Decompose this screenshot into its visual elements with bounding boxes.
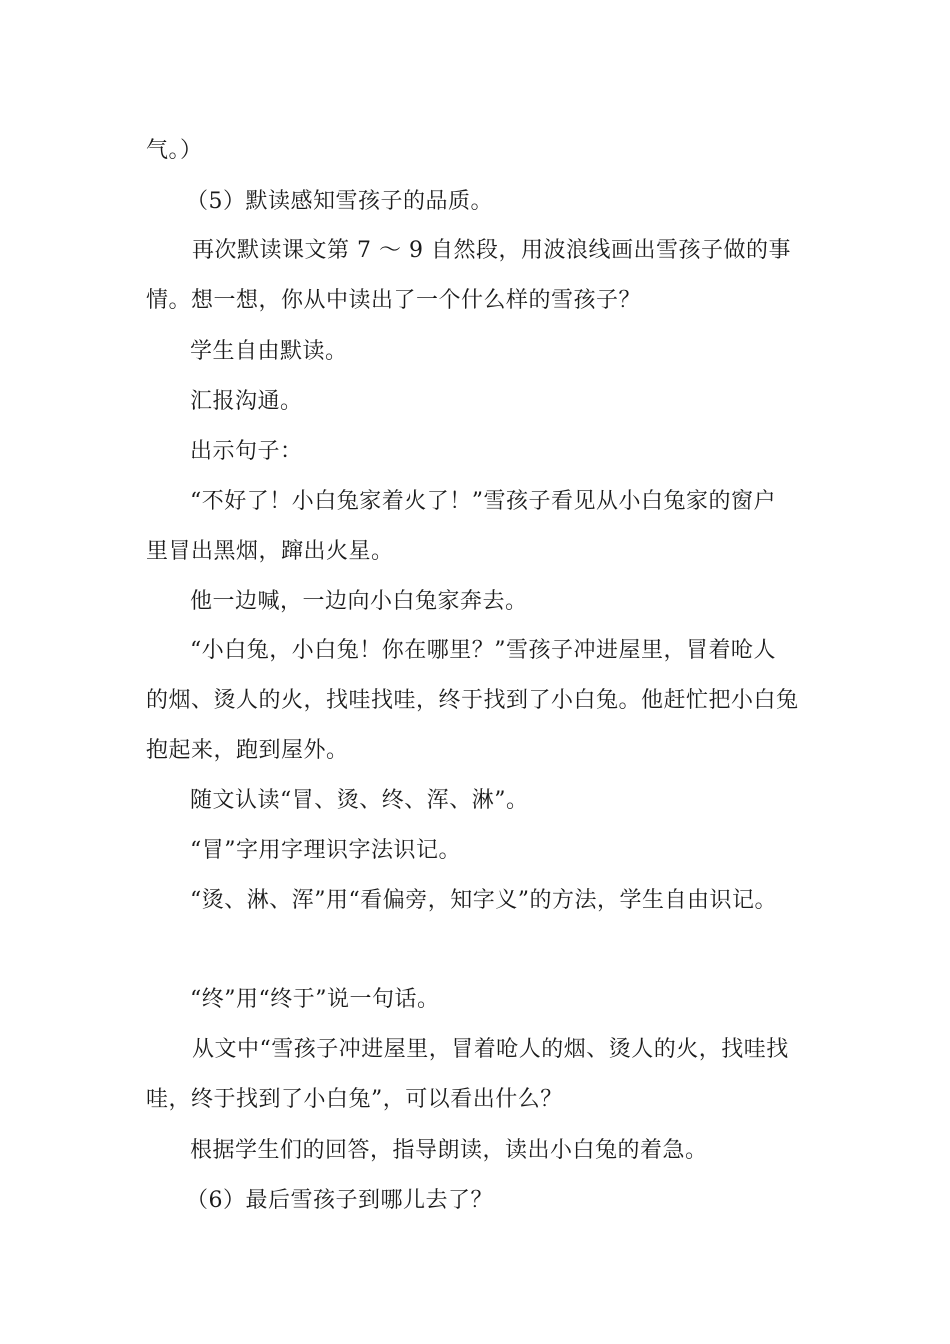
quoted-sentence-line: 的烟、烫人的火，找哇找哇，终于找到了小白兔。他赶忙把小白兔 <box>146 688 799 713</box>
paragraph-line: 出示句子： <box>190 439 303 464</box>
section-heading-5: （5）默读感知雪孩子的品质。 <box>186 189 493 214</box>
paragraph-line: 根据学生们的回答，指导朗读，读出小白兔的着急。 <box>190 1138 708 1163</box>
quoted-sentence-line: “小白兔，小白兔！你在哪里？”雪孩子冲进屋里，冒着呛人 <box>190 638 776 663</box>
paragraph-line: 哇，终于找到了小白兔”，可以看出什么？ <box>146 1087 563 1112</box>
quoted-sentence-line: 他一边喊，一边向小白兔家奔去。 <box>190 589 528 614</box>
paragraph-line: 再次默读课文第 7 ～ 9 自然段，用波浪线画出雪孩子做的事 <box>192 238 791 263</box>
paragraph-line: 从文中“雪孩子冲进屋里，冒着呛人的烟、烫人的火，找哇找 <box>192 1037 789 1062</box>
paragraph-line: 随文认读“冒、烫、终、浑、淋”。 <box>190 788 529 813</box>
paragraph-line: 汇报沟通。 <box>190 389 303 414</box>
paragraph-line: “终”用“终于”说一句话。 <box>190 987 440 1012</box>
section-heading-6: （6）最后雪孩子到哪儿去了？ <box>186 1188 493 1213</box>
paragraph-line: 学生自由默读。 <box>190 339 348 364</box>
text-line-continuation: 气。） <box>146 138 203 163</box>
quoted-sentence-line: 里冒出黑烟，蹿出火星。 <box>146 539 394 564</box>
quoted-sentence-line: 抱起来，跑到屋外。 <box>146 738 349 763</box>
quoted-sentence-line: “不好了！小白兔家着火了！”雪孩子看见从小白兔家的窗户 <box>190 489 776 514</box>
paragraph-line: 情。想一想，你从中读出了一个什么样的雪孩子？ <box>146 288 642 313</box>
paragraph-line: “冒”字用字理识字法识记。 <box>190 838 461 863</box>
paragraph-line: “烫、淋、浑”用“看偏旁，知字义”的方法，学生自由识记。 <box>190 888 777 913</box>
